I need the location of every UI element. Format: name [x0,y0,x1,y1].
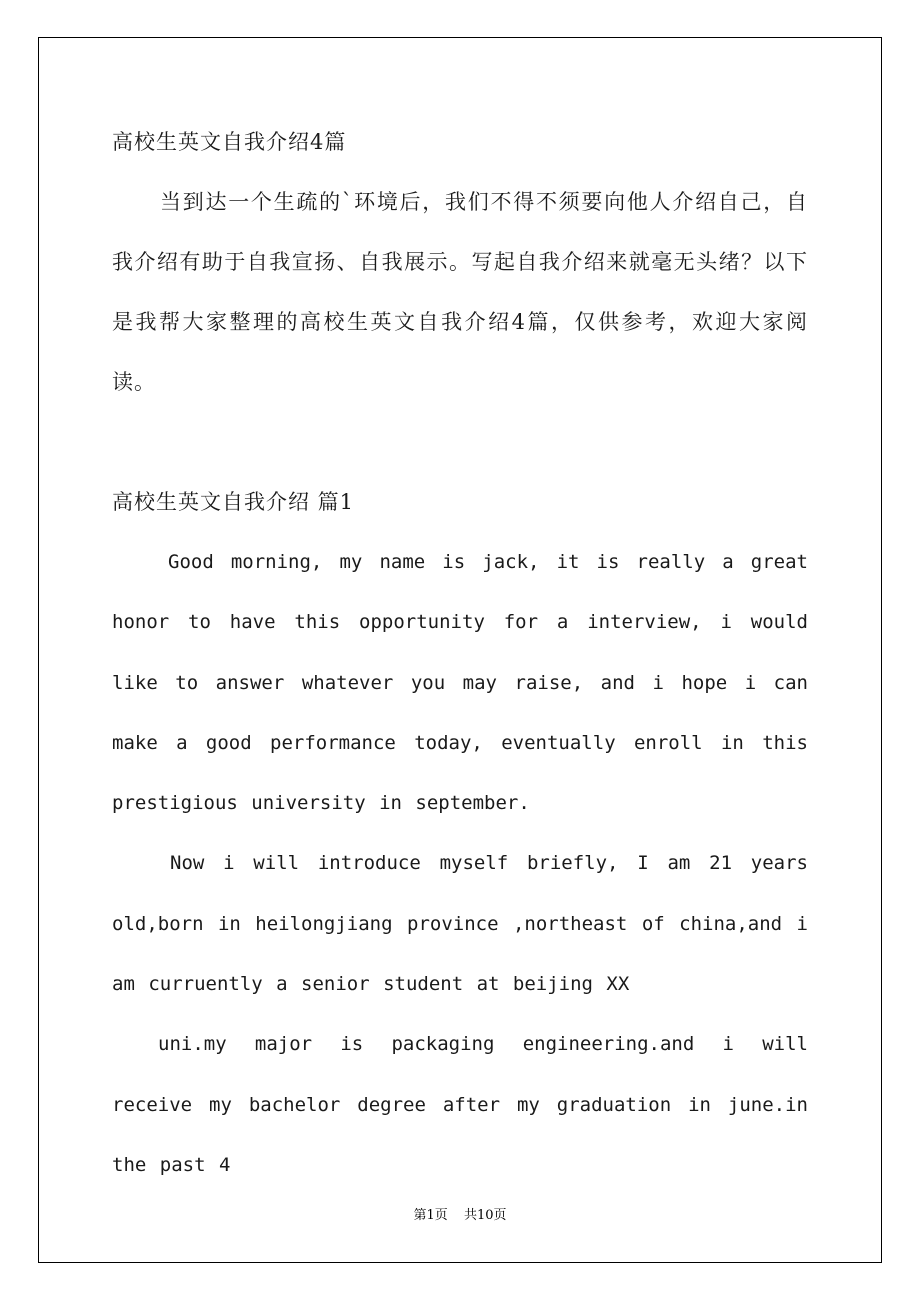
body-paragraph-1: Good morning, my name is jack, it is really a great honor to have this opportunity for a interview, i would like to answer whatever you may raise, and i hope i can make a good performance today, eventually enroll in this prestigious university in september. [112,551,808,815]
document-title: 高校生英文自我介绍4篇 [112,130,347,154]
document-body [112,112,808,1195]
page-total: 共10页 [463,1208,507,1223]
body-paragraph-2: Now i will introduce myself briefly, I am 21 years old,born in heilongjiang province ,northeast of china,and i am curruently a senior student at beijing XX [112,852,808,996]
page-footer [0,1204,920,1223]
intro-paragraph: 当到达一个生疏的`环境后，我们不得不须要向他人介绍自己，自我介绍有助于自我宣扬、自我展示。写起自我介绍来就毫无头绪？以下是我帮大家整理的高校生英文自我介绍4篇，仅供参考，欢迎大家阅读。 [112,190,808,394]
page-number: 第1页 [413,1208,448,1223]
body-paragraph-3: uni.my major is packaging engineering.and i will receive my bachelor degree after my graduation in june.in the past 4 [112,1033,808,1176]
section-title: 高校生英文自我介绍 篇1 [112,490,355,514]
